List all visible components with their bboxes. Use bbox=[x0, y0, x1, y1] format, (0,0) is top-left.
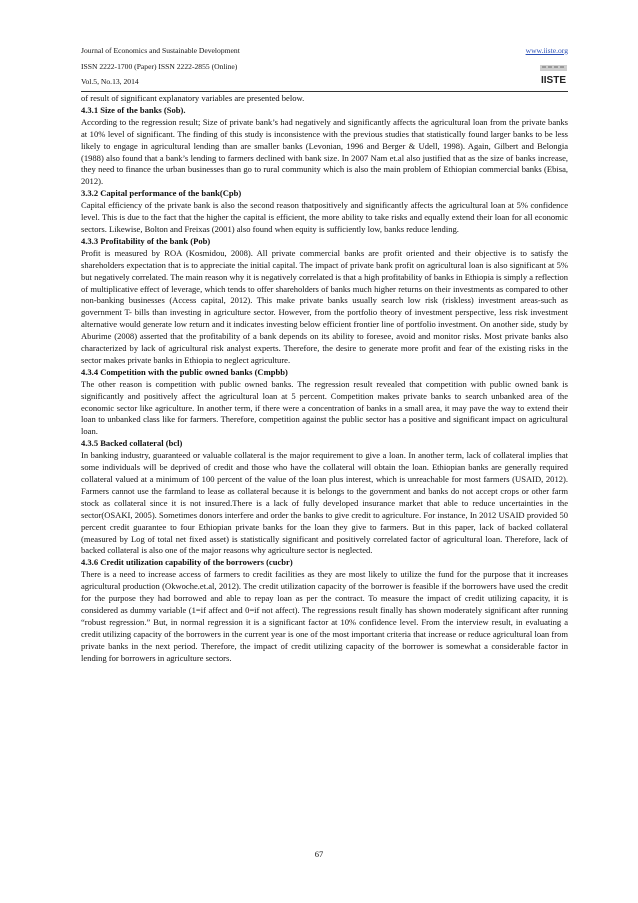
issn-line: ISSN 2222-1700 (Paper) ISSN 2222-2855 (Online) bbox=[81, 62, 238, 71]
paragraph: The other reason is competition with public owned banks. The regression result revealed that competition with public owned bank is significantly and positively affect the agricultural loan at 5 percent. Competition makes private banks to search unbanked area of the economic sector like agriculture. In another term, if there were a concentration of banks in a small area, it may pave the way to extend their loan to unbanked class like for farmers. Therefore, competition against the public sector has a positive and significant impact on agricultural loan. bbox=[81, 378, 568, 437]
paragraph: Capital efficiency of the private bank is also the second reason thatpositively and significantly affects the agricultural loan at 5% confidence level. This is due to the fact that the higher the capital is efficient, the more ability to take risks and equally extend their loan for all economic sectors. Likewise, Bolton and Freixas (2001) also found when equity is sufficiently low, banks reduce lending. bbox=[81, 200, 568, 234]
paragraph: According to the regression result; Size of private bank’s had negatively and significantly affects the agricultural loan from the private banks at 10% level of significant. The finding of this study is inconsistence with the previous studies that statistically found larger banks to be less likely to engage in agricultural lending than are smaller banks (Levonian, 1996 and Berger & Udell, 1998). Again, Gilbert and Belongia (1988) also found that a bank’s lending to farmers declined with bank size. In 2007 Nam et.al also justified that as the size of banks increase, they need to finance the urban businesses than go to rural community which is also the main problem of Ethiopian commercial banks (Ebisa, 2012). bbox=[81, 116, 568, 187]
header-rule bbox=[81, 91, 568, 92]
paragraph: of result of significant explanatory variables are presented below. bbox=[81, 93, 305, 103]
section-heading: 3.3.2 Capital performance of the bank(Cpb) bbox=[81, 188, 242, 199]
paragraph: In banking industry, guaranteed or valuable collateral is the major requirement to give a loan. In another term, lack of collateral implies that some individuals will be deprived of credit and those who have the collateral will obtain the loan. Ethiopian banks are generally required collateral valued at a minimum of 100 percent of the value of the loan plus interest, which is unreachable for most farmers (USAID, 2012). Farmers cannot use the farmland to lease as collateral because it is belongs to the government and banks do not accept crops or other farm stock as collateral since it is not insured.There is a lack of fully developed insurance market that able to reduce uncertainties in the sector(OSAKI, 2005). Sometimes donors interfere and order the banks to give credit to agriculture. For instance, In 2012 USAID provided 50 percent credit guarantee to four Ethiopian private banks for the loan they give to farmers. But in this paper, lack of backed collateral (measured by Log of total net fixed asset) is statistically significant and positively correlated factor of agricultural loan. Therefore, lack of backed collateral is also one of the major reasons why agriculture sector is neglected. bbox=[81, 450, 568, 556]
section-heading: 4.3.4 Competition with the public owned banks (Cmpbb) bbox=[81, 366, 288, 377]
section-heading: 4.3.5 Backed collateral (bcl) bbox=[81, 438, 183, 449]
page-number: 67 bbox=[314, 849, 324, 859]
logo-text: IISTE bbox=[540, 75, 567, 86]
section-heading: 4.3.6 Credit utilization capability of the borrowers (cucbr) bbox=[81, 557, 293, 568]
section-heading: 4.3.1 Size of the banks (Sob). bbox=[81, 104, 186, 115]
journal-url-link[interactable]: www.iiste.org bbox=[525, 46, 568, 55]
paragraph: There is a need to increase access of farmers to credit facilities as they are most likely to utilize the fund for the purpose that it increases agricultural production (Okwoche.et.al, 2012). The credit utilization capacity of the borrower is feasible if the borrowers have used the credit for the purpose they had borrowed and able to repay loan as per the contract. To measure the impact of credit utilizing capacity, it is considered as dummy variable (1=if affect and 0=if not affect). The regressions result finally has shown moderately significant after running “robust regression.” But, in normal regression it is a significant factor at 10% confidence level. From the interview result, in evaluating a credit utilizing capacity of the borrowers in the current year is one of the most important criteria that increase or reduce agricultural loan from private banks in the next period. Therefore, the impact of credit utilizing capacity of the borrower is somewhat a considerable factor in lending for borrowers in agriculture sectors. bbox=[81, 569, 568, 663]
volume-line: Vol.5, No.13, 2014 bbox=[81, 77, 139, 86]
iiste-logo bbox=[539, 64, 568, 86]
journal-title: Journal of Economics and Sustainable Development bbox=[81, 46, 240, 55]
section-heading: 4.3.3 Profitability of the bank (Pob) bbox=[81, 235, 211, 246]
article-body bbox=[81, 93, 568, 665]
paragraph: Profit is measured by ROA (Kosmidou, 2008). All private commercial banks are profit oriented and their objective is to satisfy the shareholders expectation that is to appreciate the initial capital. The impact of private bank profit on agricultural loan is also significant at 5% but negatively correlated. The main reason why it is negatively correlated is that a high profitability of banks in Ethiopia is simply a reflection of multiplicative effect of leverage, which tends to offer shareholders of banks much higher returns on their investments as compared to other non-banking businesses (Access capital, 2012). This make private banks usually search low risk (riskless) investment areas-such as government T- bills than investing in agriculture sector. However, from the portfolio theory of investment perspective, less risk investment alternative would generate low return and it indicates investing below efficient frontier line of portfolio investment. On another side, study by Aburime (2008) asserted that the profitability of a bank depends on its ability to foresee, avoid and monitor risks. Most private banks also characterized by lack of agricultural risk analyst experts. Therefore, the desire to generate more profit and fear of the existing risks in the sector makes private banks in Ethiopia to neglect agriculture. bbox=[81, 247, 568, 365]
